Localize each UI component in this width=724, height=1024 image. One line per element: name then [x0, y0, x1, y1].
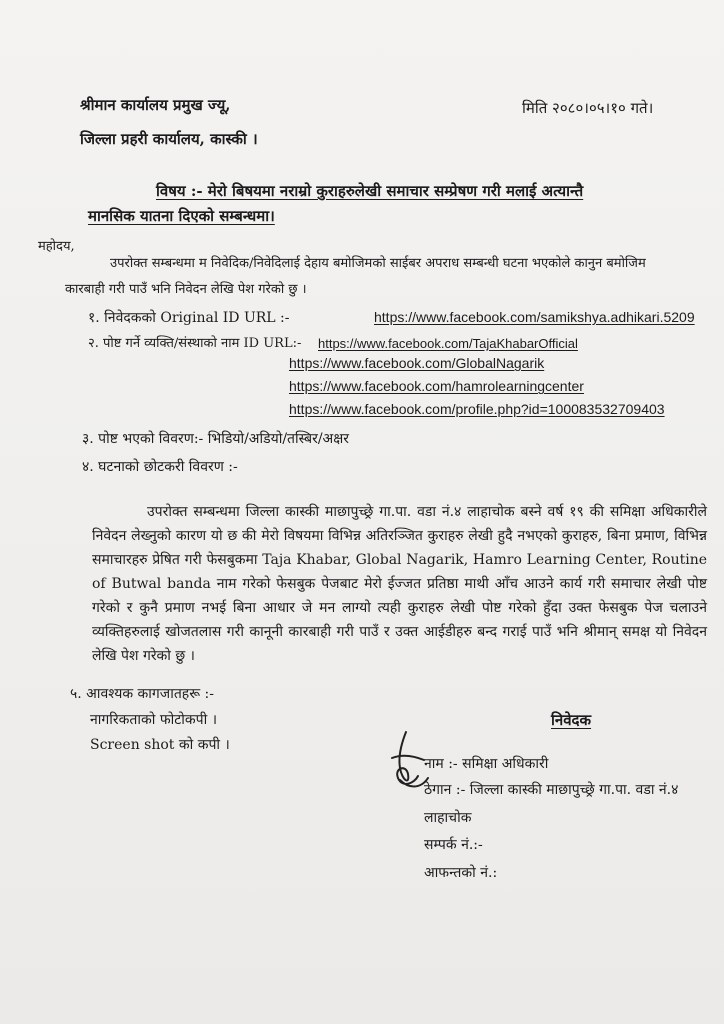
subject-line-2: मानसिक यातना दिएको सम्बन्धमा।: [88, 207, 275, 225]
item-4: ४. घटनाको छोटकरी विवरण :-: [82, 459, 238, 475]
document-item-2: Screen shot को कपी ।: [90, 737, 230, 753]
item-3: ३. पोष्ट भएको विवरण:- भिडियो/अडियो/तस्बिर/अक्षर: [82, 431, 350, 447]
applicant-contact: सम्पर्क नं.:-: [424, 837, 483, 853]
date: मिति २०८०।०५।१० गते।: [522, 99, 654, 117]
item-2-label: २. पोष्ट गर्ने व्यक्ति/संस्थाको नाम ID URL:-: [88, 336, 302, 351]
item-2-url-2[interactable]: https://www.facebook.com/GlobalNagarik: [289, 355, 545, 371]
addressee-line-1: श्रीमान कार्यालय प्रमुख ज्यू,: [80, 96, 231, 114]
body-paragraph: उपरोक्त सम्बन्धमा जिल्ला कास्की माछापुच्छ्रे गा.पा. वडा नं.४ लाहाचोक बस्ने वर्ष १९ की समिक्षा अधिकारीले निवेदन लेख्नुको कारण यो छ की मेरो विषयमा विभिन्न अतिरञ्जित कुराहरु लेखी हुदै नभएको कुराहरु, बिना प्रमाण, विभिन्न समाचारहरु प्रेषित गरी फेसबुकमा Taja Khabar, Global Nagarik, Hamro Learning Center, Routine of Butwal banda नाम गरेको फेसबुक पेजबाट मेरो ईज्जत प्रतिष्ठा माथी आँच आउने कार्य गरी समाचार लेखी पोष्ट गरेको र कुनै प्रमाण नभई बिना आधार जे मन लाग्यो त्यही कुराहरु लेखी पोष्ट गरेको हुँदा उक्त फेसबुक पेज चलाउने व्यक्तिहरुलाई खोजतलास गरी कानूनी कारबाही गरी पाउँ र उक्त आईडीहरु बन्द गराई पाउँ भनि श्रीमान् समक्ष यो निवेदन लेखि पेश गरेको छु ।: [92, 504, 707, 664]
salutation: महोदय,: [38, 239, 75, 254]
subject-line-1: विषय :- मेरो बिषयमा नराम्रो कुराहरुलेखी समाचार सम्प्रेषण गरी मलाई अत्यान्तै: [156, 182, 584, 200]
item-2-url-1[interactable]: https://www.facebook.com/TajaKhabarOfficial: [318, 336, 578, 351]
applicant-address-1: ठेगान :- जिल्ला कास्की माछापुच्छ्रे गा.पा. वडा नं.४: [424, 782, 679, 798]
document-item-1: नागरिकताको फोटोकपी ।: [90, 712, 218, 728]
documents-heading: ५. आवश्यक कागजातहरू :-: [70, 686, 215, 702]
addressee-line-2: जिल्ला प्रहरी कार्यालय, कास्की ।: [80, 130, 258, 148]
applicant-name: नाम :- समिक्षा अधिकारी: [424, 756, 549, 772]
item-2-url-4[interactable]: https://www.facebook.com/profile.php?id=100083532709403: [289, 401, 665, 417]
item-1-url[interactable]: https://www.facebook.com/samikshya.adhikari.5209: [374, 309, 695, 325]
applicant-heading: निवेदक: [551, 711, 592, 729]
applicant-address-2: लाहाचोक: [424, 810, 472, 826]
item-1-label: १. निवेदकको Original ID URL :-: [88, 310, 290, 326]
intro-line-2: कारबाही गरी पाउँ भनि निवेदन लेखि पेश गरेको छु ।: [65, 282, 307, 297]
item-2-url-3[interactable]: https://www.facebook.com/hamrolearningcenter: [289, 378, 584, 394]
applicant-family-contact: आफन्तको नं.:: [424, 865, 498, 881]
intro-line-1: उपरोक्त सम्बन्धमा म निवेदिक/निवेदिलाई देहाय बमोजिमको साईबर अपराध सम्बन्धी घटना भएकोले कानुन बमोजिम: [110, 256, 646, 271]
